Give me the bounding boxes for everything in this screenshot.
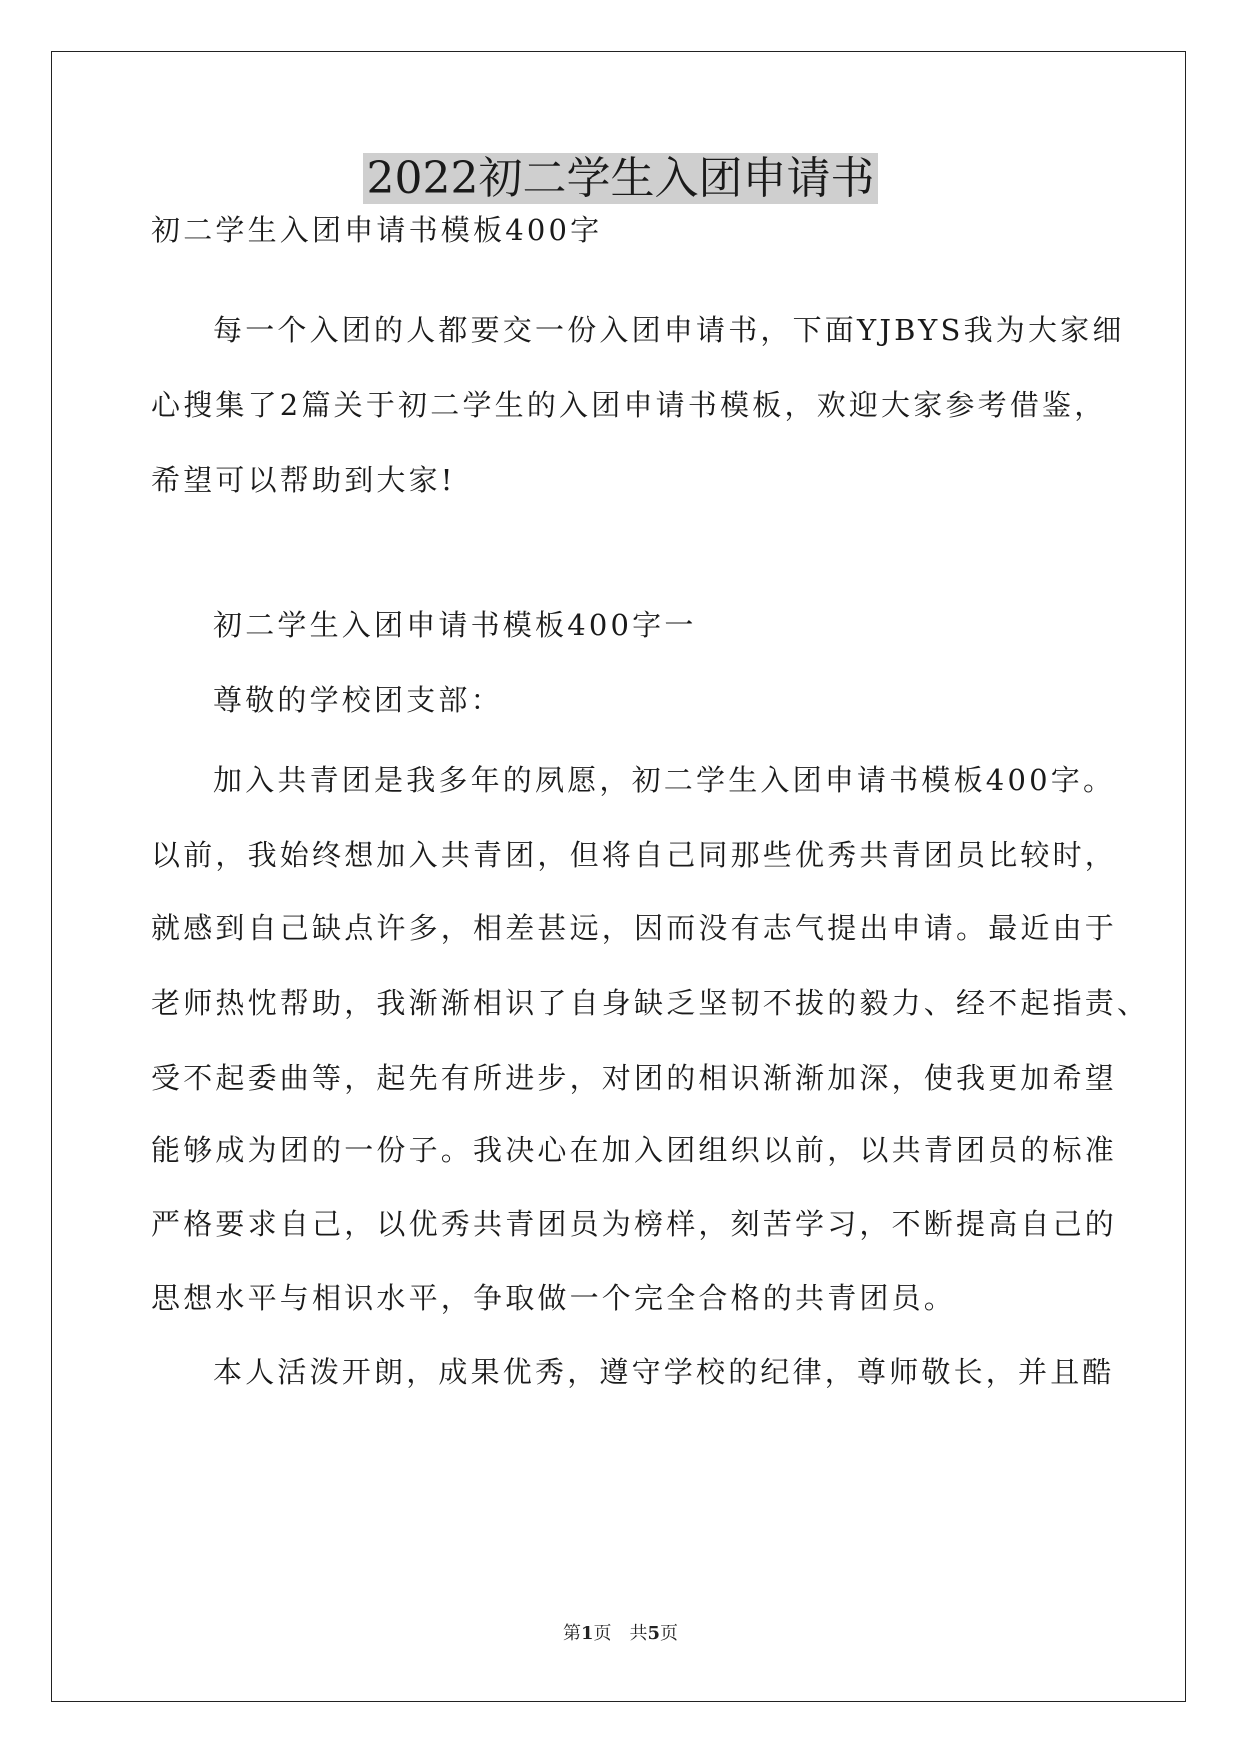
body-line: 就感到自己缺点许多，相差甚远，因而没有志气提出申请。最近由于 (151, 911, 1118, 945)
body-line: 能够成为团的一份子。我决心在加入团组织以前，以共青团员的标准 (151, 1133, 1118, 1167)
intro-line: 每一个入团的人都要交一份入团申请书，下面YJBYS我为大家细 (213, 313, 1125, 347)
footer-page-current: 1 (580, 1623, 594, 1644)
section-heading: 初二学生入团申请书模板400字一 (213, 608, 697, 642)
body-line: 本人活泼开朗，成果优秀，遵守学校的纪律，尊师敬长，并且酷 (213, 1355, 1115, 1389)
footer-total-prefix: 共 (629, 1623, 648, 1644)
body-line: 以前，我始终想加入共青团，但将自己同那些优秀共青团员比较时， (151, 838, 1118, 872)
document-subtitle: 初二学生入团申请书模板400字 (151, 213, 603, 247)
body-line: 严格要求自己，以优秀共青团员为榜样，刻苦学习，不断提高自己的 (151, 1207, 1118, 1241)
body-line: 加入共青团是我多年的夙愿，初二学生入团申请书模板400字。 (213, 763, 1116, 797)
page-footer (0, 1622, 1241, 1646)
page-border (51, 51, 1186, 1702)
body-line: 受不起委曲等，起先有所进步，对团的相识渐渐加深，使我更加希望 (151, 1061, 1118, 1095)
footer-page-total: 5 (647, 1623, 661, 1644)
footer-total-suffix: 页 (660, 1623, 679, 1644)
document-title-text: 2022初二学生入团申请书 (363, 153, 879, 204)
intro-line: 心搜集了2篇关于初二学生的入团申请书模板，欢迎大家参考借鉴， (151, 388, 1107, 422)
footer-page-prefix: 第 (562, 1623, 581, 1644)
body-line: 思想水平与相识水平，争取做一个完全合格的共青团员。 (151, 1281, 957, 1315)
document-title (0, 150, 1241, 208)
intro-line: 希望可以帮助到大家! (151, 463, 456, 497)
footer-page-suffix: 页 (593, 1623, 612, 1644)
salutation: 尊敬的学校团支部： (213, 683, 503, 717)
body-line: 老师热忱帮助，我渐渐相识了自身缺乏坚韧不拔的毅力、经不起指责、 (151, 986, 1150, 1020)
